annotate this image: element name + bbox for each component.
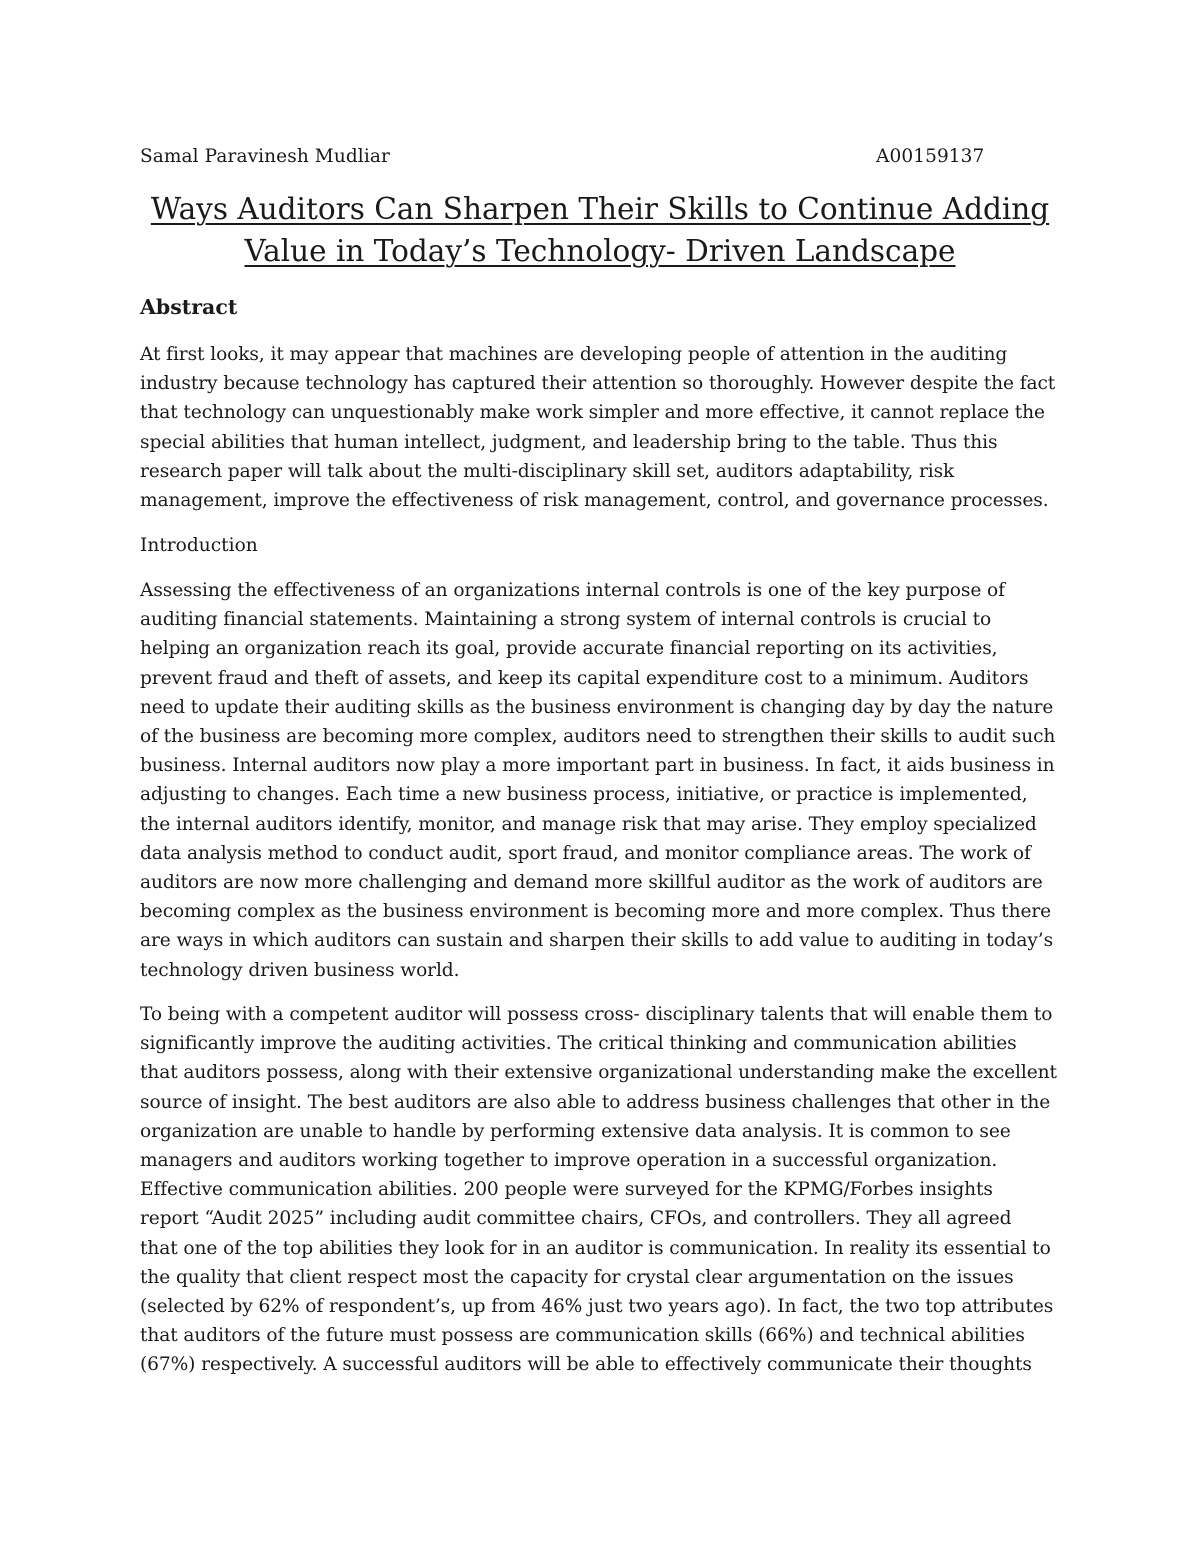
document-title: [140, 188, 1060, 272]
text-line: business. Internal auditors now play a more important part in business. In fact, it aids business in: [140, 755, 1055, 777]
text-line: helping an organization reach its goal, provide accurate financial reporting on its activities,: [140, 638, 998, 660]
abstract-heading: Abstract: [140, 295, 238, 319]
text-line: special abilities that human intellect, judgment, and leadership bring to the table. Thus this: [140, 431, 998, 453]
text-line: technology driven business world.: [140, 959, 460, 981]
text-line: industry because technology has captured their attention so thoroughly. However despite the fact: [140, 373, 1056, 395]
body-paragraph: [140, 1000, 1060, 1380]
text-line: significantly improve the auditing activities. The critical thinking and communication abilities: [140, 1033, 1017, 1055]
text-line: To being with a competent auditor will possess cross- disciplinary talents that will enable them to: [140, 1004, 1053, 1025]
text-line: that auditors of the future must possess are communication skills (66%) and technical abilities: [140, 1325, 1025, 1347]
text-line: that one of the top abilities they look for in an auditor is communication. In reality its essential to: [140, 1237, 1051, 1259]
author-name: Samal Paravinesh Mudliar: [140, 146, 390, 167]
header-row: [140, 144, 988, 170]
text-line: prevent fraud and theft of assets, and keep its capital expenditure cost to a minimum. Auditors: [140, 667, 1029, 689]
title-line-1: Ways Auditors Can Sharpen Their Skills to Continue Adding: [150, 192, 1050, 226]
text-line: management, improve the effectiveness of risk management, control, and governance processes.: [140, 490, 1049, 512]
text-line: that technology can unquestionably make work simpler and more effective, it cannot replace the: [140, 402, 1045, 424]
text-line: At first looks, it may appear that machines are developing people of attention in the auditing: [140, 344, 1008, 365]
introduction-paragraph: [140, 576, 1060, 985]
text-line: auditing financial statements. Maintaining a strong system of internal controls is crucial to: [140, 609, 992, 631]
text-line: the quality that client respect most the capacity for crystal clear argumentation on the issues: [140, 1266, 1014, 1288]
text-line: managers and auditors working together to improve operation in a successful organization.: [140, 1150, 998, 1172]
abstract-paragraph: [140, 340, 1060, 515]
text-line: organization are unable to handle by performing extensive data analysis. It is common to see: [140, 1120, 1011, 1142]
text-line: Effective communication abilities. 200 people were surveyed for the KPMG/Forbes insights: [140, 1179, 993, 1201]
text-line: research paper will talk about the multi-disciplinary skill set, auditors adaptability, risk: [140, 460, 955, 482]
text-line: need to update their auditing skills as the business environment is changing day by day the nature: [140, 696, 1054, 718]
title-line-2: Value in Today’s Technology- Driven Landscape: [244, 234, 956, 268]
text-line: data analysis method to conduct audit, sport fraud, and monitor compliance areas. The work of: [140, 842, 1031, 864]
text-line: the internal auditors identify, monitor, and manage risk that may arise. They employ specialized: [140, 813, 1037, 835]
student-id: A00159137: [876, 146, 985, 167]
text-line: that auditors possess, along with their extensive organizational understanding make the excellent: [140, 1062, 1057, 1084]
text-line: becoming complex as the business environment is becoming more and more complex. Thus there: [140, 901, 1052, 923]
text-line: (67%) respectively. A successful auditors will be able to effectively communicate their thoughts: [140, 1354, 1032, 1376]
text-line: report “Audit 2025” including audit committee chairs, CFOs, and controllers. They all agreed: [140, 1208, 1012, 1230]
text-line: of the business are becoming more complex, auditors need to strengthen their skills to audit such: [140, 726, 1056, 748]
text-line: auditors are now more challenging and demand more skillful auditor as the work of auditors are: [140, 872, 1043, 894]
text-line: adjusting to changes. Each time a new business process, initiative, or practice is implemented,: [140, 784, 1028, 806]
text-line: source of insight. The best auditors are also able to address business challenges that other in the: [140, 1091, 1051, 1113]
text-line: (selected by 62% of respondent’s, up from 46% just two years ago). In fact, the two top attributes: [140, 1296, 1054, 1318]
introduction-heading: Introduction: [140, 535, 258, 556]
text-line: Assessing the effectiveness of an organizations internal controls is one of the key purpose of: [140, 580, 1005, 601]
text-line: are ways in which auditors can sustain and sharpen their skills to add value to auditing in today’s: [140, 930, 1054, 952]
